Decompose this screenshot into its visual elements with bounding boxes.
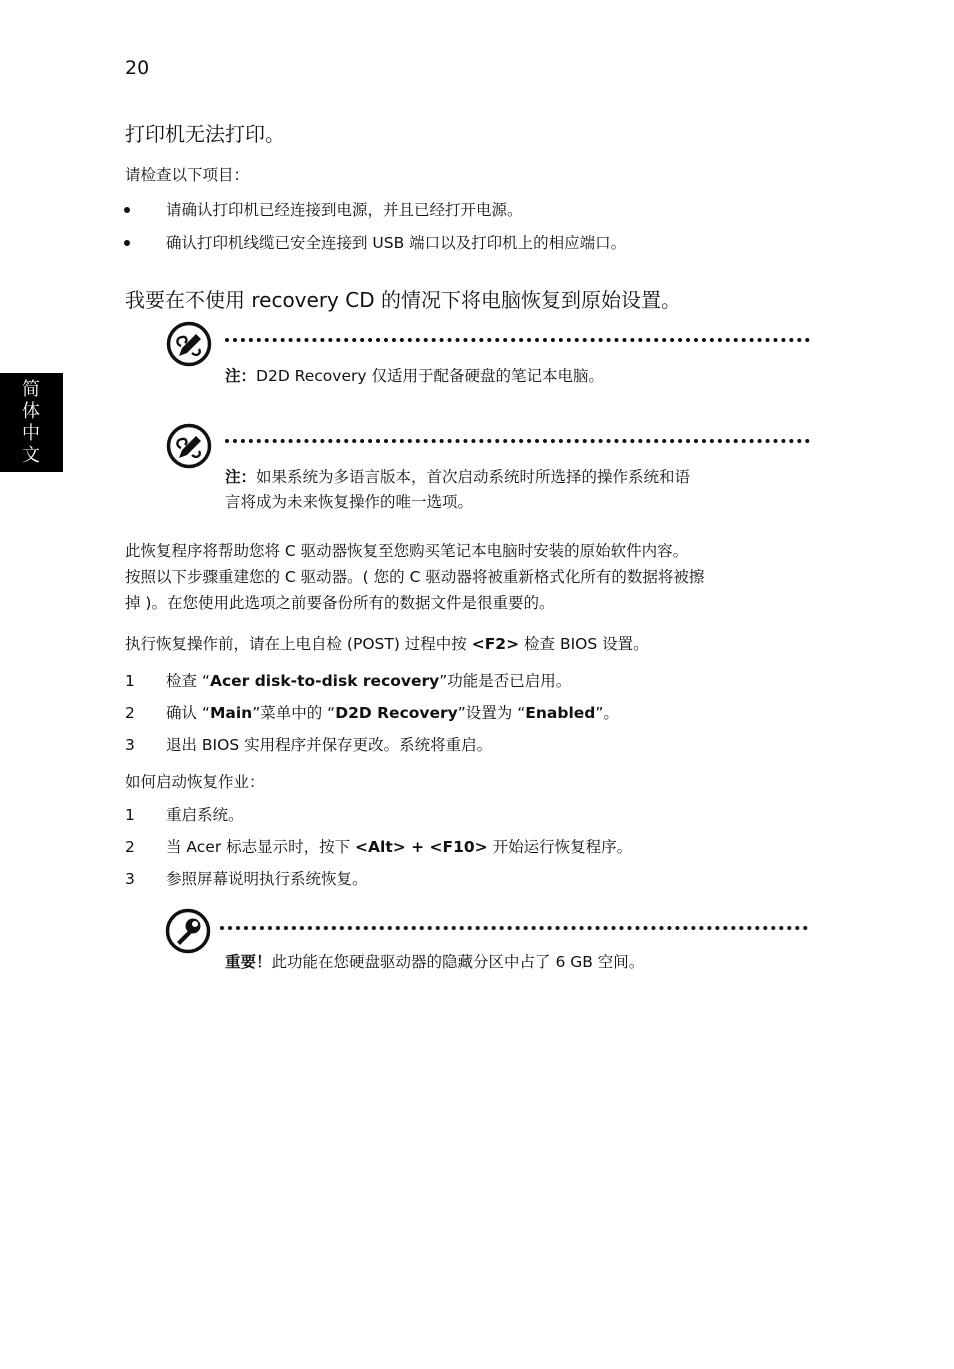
step-number: 2: [125, 838, 135, 856]
bullet-item: 确认打印机线缆已安全连接到 USB 端口以及打印机上的相应端口。: [166, 234, 627, 252]
bullet-dot: [124, 207, 130, 213]
section-heading-printer: 打印机无法打印。: [125, 122, 285, 146]
step-item: [166, 669, 571, 694]
note-pencil-icon: [166, 423, 212, 469]
step-number: 3: [125, 870, 135, 888]
paragraph-line: 按照以下步骤重建您的 C 驱动器。( 您的 C 驱动器将被重新格式化所有的数据将被擦: [125, 568, 705, 586]
note-text-line1: 如果系统为多语言版本，首次启动系统时所选择的操作系统和语: [256, 468, 691, 486]
important-text: 此功能在您硬盘驱动器的隐藏分区中占了 6 GB 空间。: [271, 953, 645, 971]
paragraph-line: 掉 )。在您使用此选项之前要备份所有的数据文件是很重要的。: [125, 594, 555, 612]
step-text: 检查 “: [166, 672, 210, 690]
section-intro: 请检查以下项目：: [125, 166, 250, 184]
note-label: 注：: [225, 468, 257, 486]
step-number: 1: [125, 806, 135, 824]
step-bold: Main: [209, 704, 253, 722]
dotted-divider: [220, 926, 808, 930]
note-text: D2D Recovery 仅适用于配备硬盘的笔记本电脑。: [256, 367, 604, 385]
dotted-divider: [225, 338, 810, 342]
step-number: 1: [125, 672, 135, 690]
step-number: 3: [125, 736, 135, 754]
note-text-line2: 言将成为未来恢复操作的唯一选项。: [225, 493, 474, 511]
howto-label: 如何启动恢复作业：: [125, 773, 265, 791]
step-text: ”菜单中的 “: [252, 704, 336, 722]
section-heading-recovery: 我要在不使用 recovery CD 的情况下将电脑恢复到原始设置。: [125, 288, 681, 312]
note-d2d: [225, 364, 810, 389]
step-text: ”设置为 “: [457, 704, 526, 722]
step-item: 参照屏幕说明执行系统恢复。: [166, 870, 368, 888]
paragraph-text: 检查 BIOS 设置。: [519, 635, 649, 653]
step-text: ”。: [595, 704, 619, 722]
step-bold: Acer disk-to-disk recovery: [209, 672, 440, 690]
step-item: [166, 701, 619, 726]
important-note: [225, 950, 810, 975]
step-item: 重启系统。: [166, 806, 244, 824]
language-tab-label: 简体中文: [22, 379, 40, 466]
step-text: 确认 “: [166, 704, 210, 722]
step-text: 开始运行恢复程序。: [487, 838, 633, 856]
step-text: ”功能是否已启用。: [439, 672, 572, 690]
wrench-icon: [165, 908, 211, 954]
step-text: 当 Acer 标志显示时，按下: [166, 838, 356, 856]
paragraph-line: 此恢复程序将帮助您将 C 驱动器恢复至您购买笔记本电脑时安装的原始软件内容。: [125, 542, 689, 560]
dotted-divider: [225, 439, 810, 443]
bios-paragraph: [125, 632, 649, 657]
bullet-item: 请确认打印机已经连接到电源，并且已经打开电源。: [166, 201, 523, 219]
step-bold: D2D Recovery: [335, 704, 458, 722]
step-bold: Enabled: [525, 704, 596, 722]
step-item: 退出 BIOS 实用程序并保存更改。系统将重启。: [166, 736, 493, 754]
step-item: [166, 835, 632, 860]
key-alt-f10: <Alt> + <F10>: [355, 838, 488, 856]
note-pencil-icon: [166, 321, 212, 367]
language-tab: [0, 373, 63, 472]
key-f2: <F2>: [471, 635, 520, 653]
page-number: 20: [125, 57, 150, 79]
note-label: 注：: [225, 367, 257, 385]
note-multilanguage: [225, 465, 810, 515]
bullet-dot: [124, 240, 130, 246]
paragraph-text: 执行恢复操作前，请在上电自检 (POST) 过程中按: [125, 635, 472, 653]
recovery-paragraph: [125, 538, 815, 616]
important-label: 重要！: [225, 953, 272, 971]
step-number: 2: [125, 704, 135, 722]
